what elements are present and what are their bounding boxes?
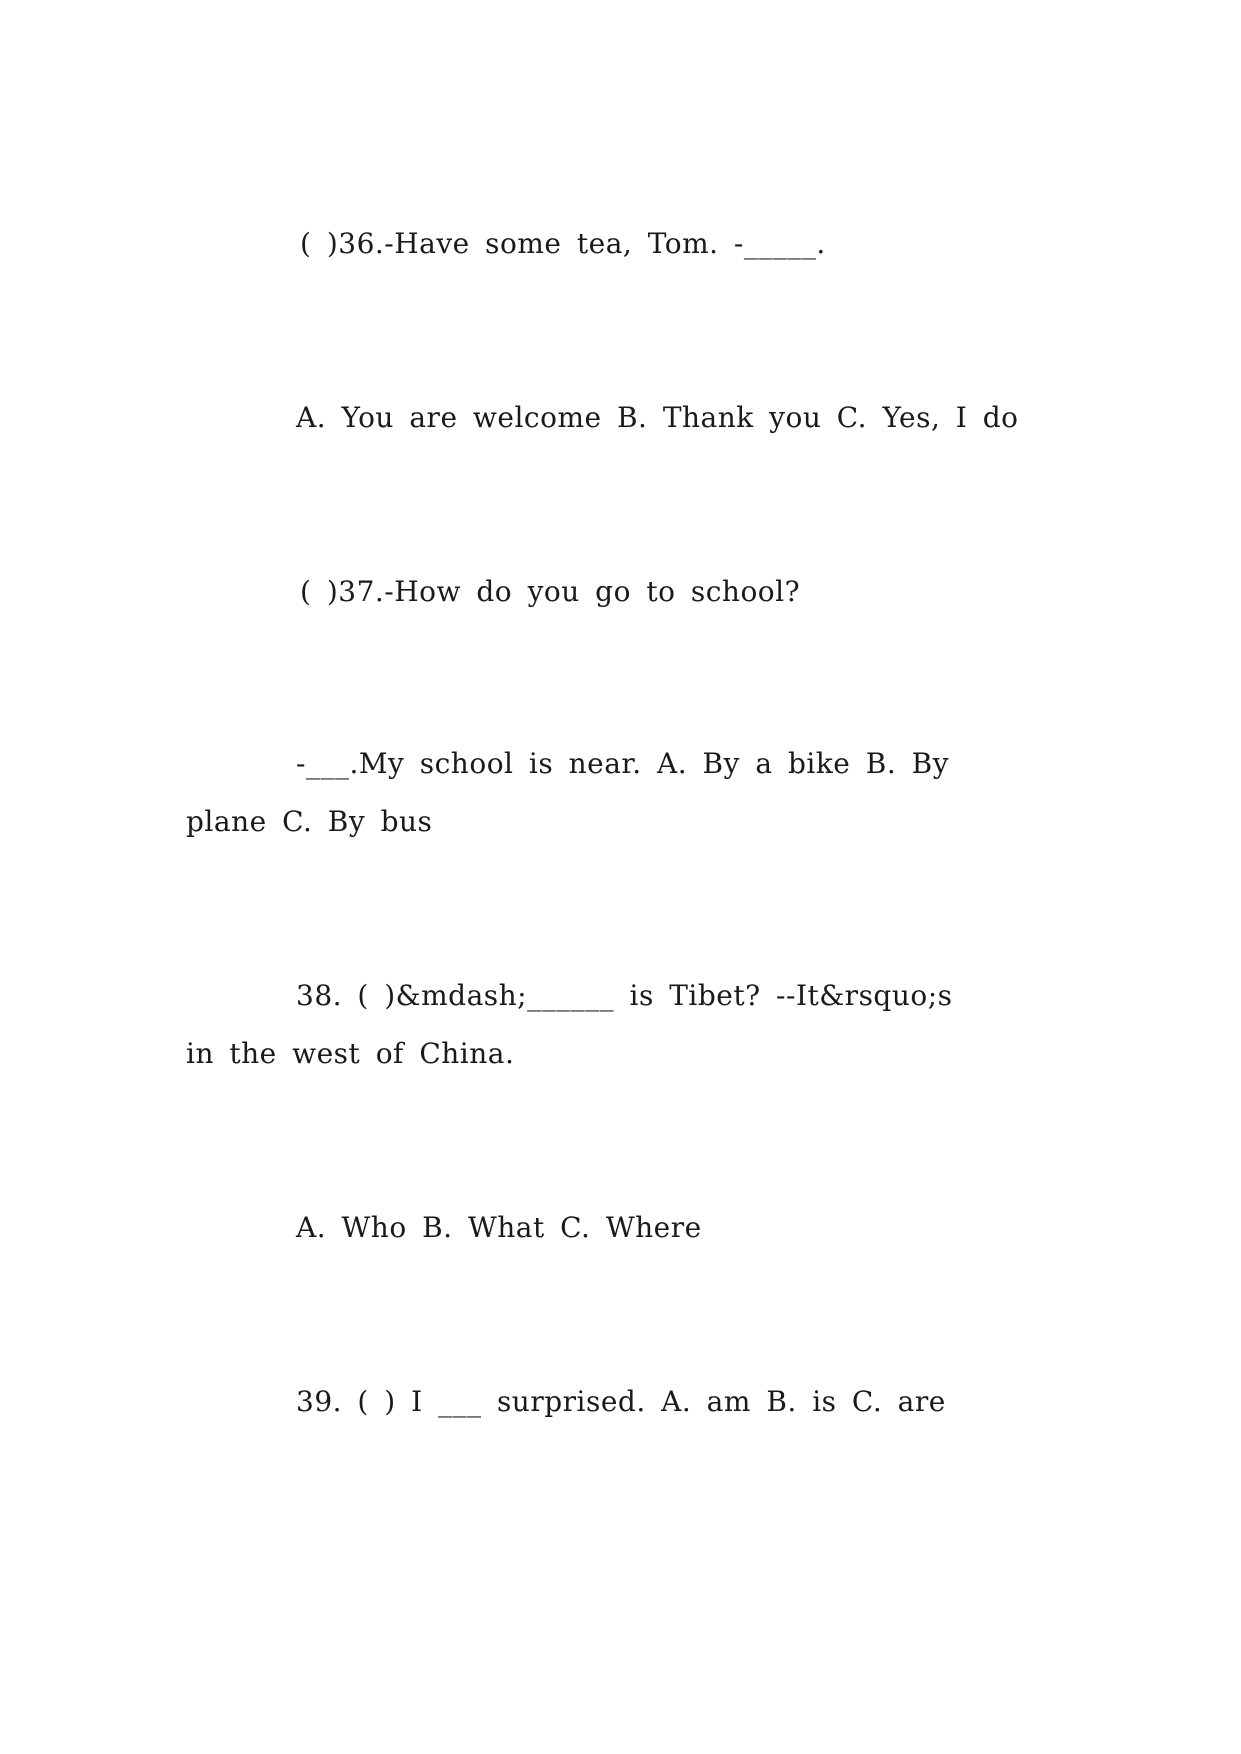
question-37-stem: ( )37.-How do you go to school? bbox=[300, 575, 801, 608]
question-38-block bbox=[186, 967, 1046, 1083]
question-36-options: A. You are welcome B. Thank you C. Yes, I do bbox=[296, 401, 1019, 434]
question-37-answer-block bbox=[186, 735, 1046, 851]
question-37-answer-line-1: -___.My school is near. A. By a bike B. By bbox=[296, 747, 950, 780]
question-38-options: A. Who B. What C. Where bbox=[296, 1211, 702, 1244]
question-36-stem: ( )36.-Have some tea, Tom. -_____. bbox=[300, 227, 826, 260]
question-38-line-2: in the west of China. bbox=[186, 1037, 515, 1070]
question-39-stem: 39. ( ) I ___ surprised. A. am B. is C. are bbox=[296, 1385, 946, 1418]
question-38-line-1: 38. ( )&mdash;______ is Tibet? --It&rsquo;s bbox=[296, 979, 953, 1012]
question-37-answer-line-2: plane C. By bus bbox=[186, 805, 433, 838]
